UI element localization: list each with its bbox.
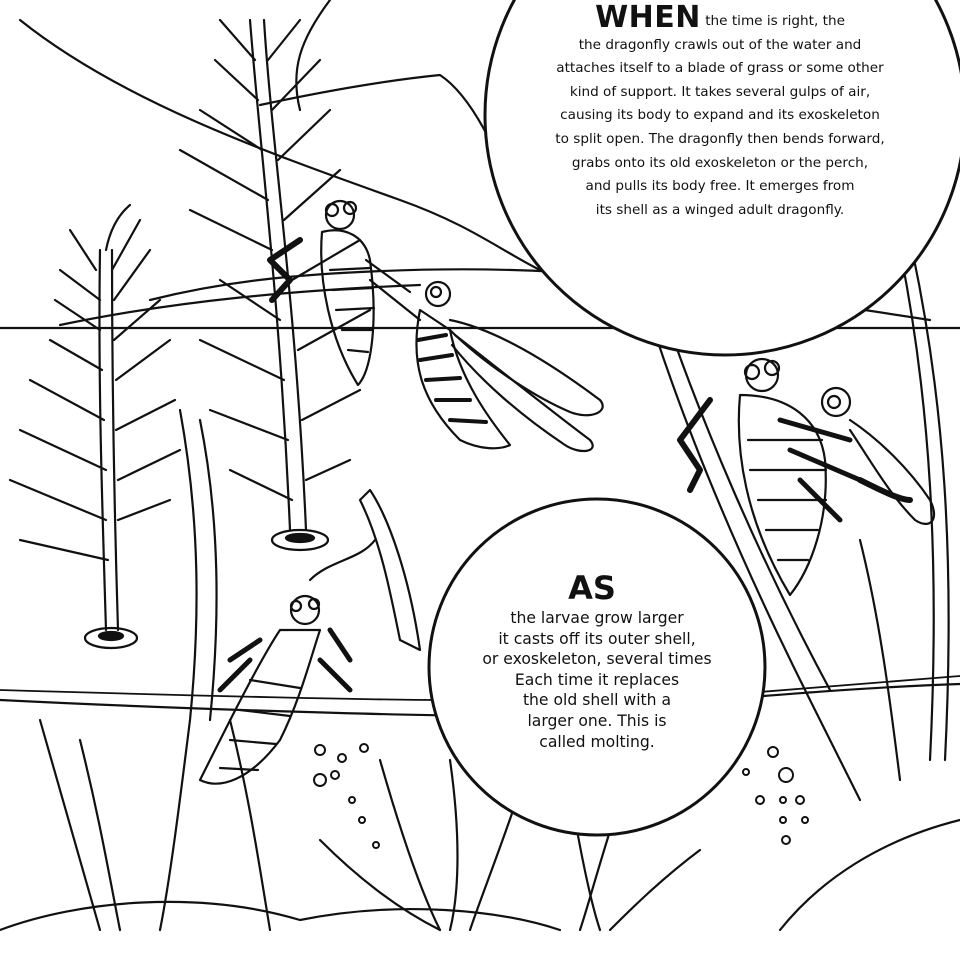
when-line-8: its shell as a winged adult dragonfly. <box>595 201 845 218</box>
as-line-4: the old shell with a <box>522 691 672 710</box>
when-line-2: attaches itself to a blade of grass or some other <box>556 60 884 77</box>
as-line-5: larger one. This is <box>527 711 667 730</box>
as-line-3: Each time it replaces <box>514 670 680 689</box>
when-paragraph <box>500 0 940 222</box>
when-line-1: the dragonfly crawls out of the water and <box>578 36 862 53</box>
when-line-6: grabs onto its old exoskeleton or the perch, <box>571 154 869 171</box>
as-line-1: it casts off its outer shell, <box>498 629 696 648</box>
when-lead-word: WHEN <box>595 0 701 35</box>
when-line-5: to split open. The dragonfly then bends forward, <box>555 130 885 147</box>
as-paragraph <box>432 608 762 752</box>
when-line-4: causing its body to expand and its exoskeleton <box>560 107 880 124</box>
when-line-0: the time is right, the <box>705 13 845 29</box>
as-line-6: called molting. <box>539 732 655 751</box>
as-lead-word: AS <box>568 569 616 607</box>
when-line-7: and pulls its body free. It emerges from <box>585 178 855 195</box>
as-line-0: the larvae grow larger <box>510 609 684 627</box>
reed-plant-left <box>10 205 180 648</box>
when-line-3: kind of support. It takes several gulps of air, <box>569 83 871 100</box>
larva-molting <box>200 490 420 784</box>
as-line-2: or exoskeleton, several times <box>482 650 712 669</box>
